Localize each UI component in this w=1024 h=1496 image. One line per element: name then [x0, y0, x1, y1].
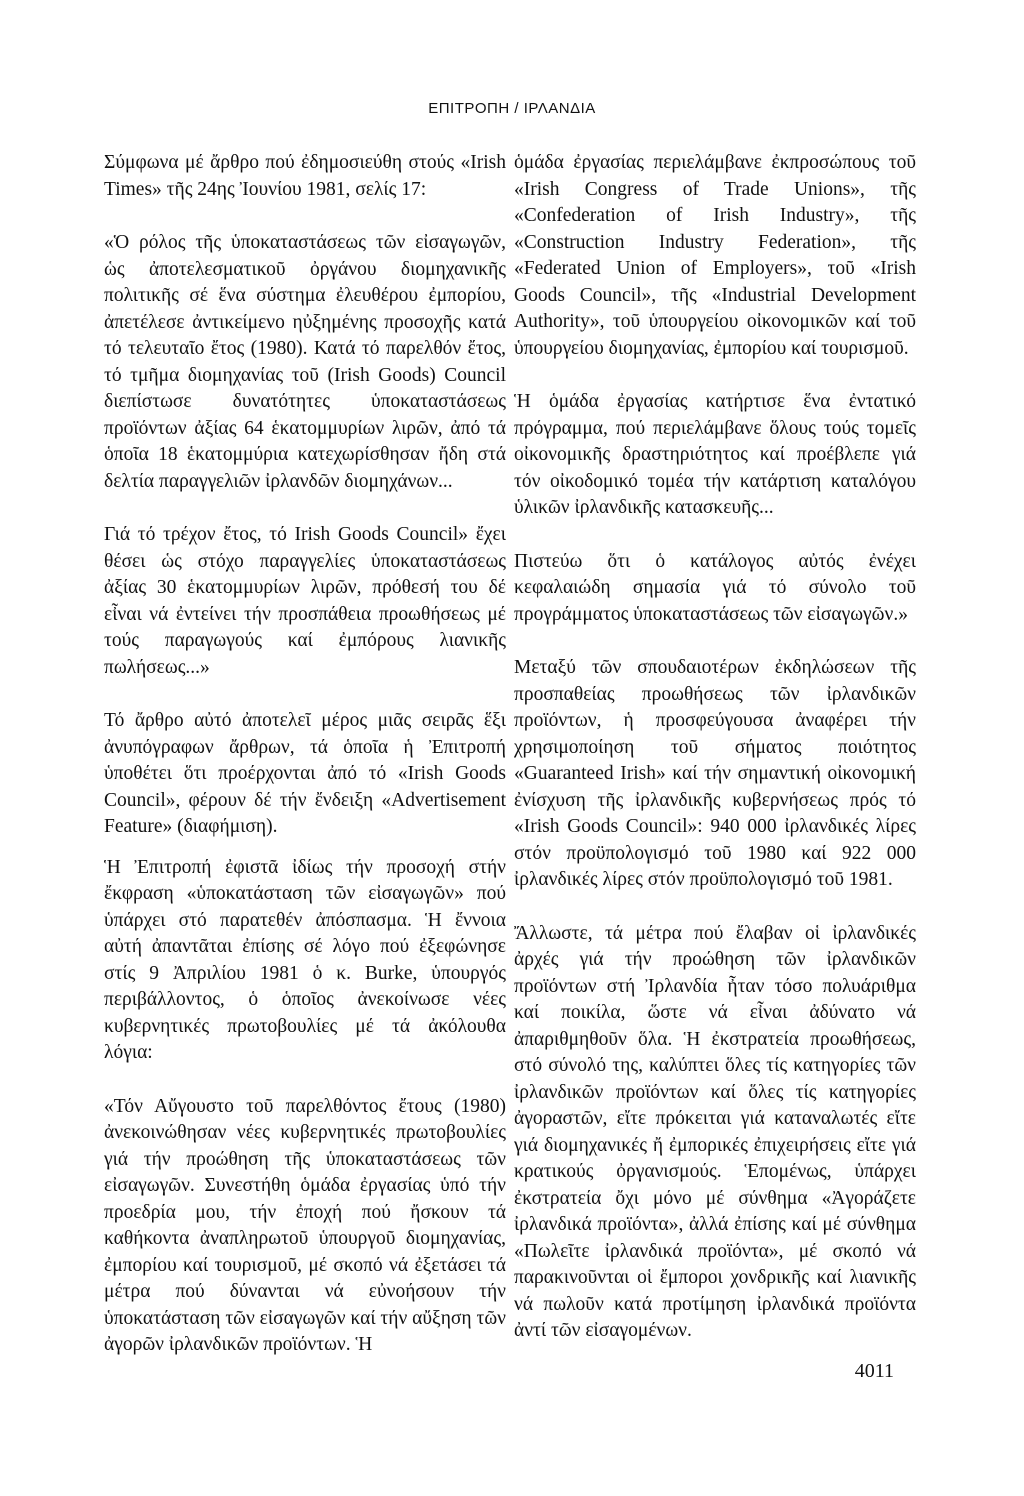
paragraph: Τό ἄρθρο αὐτό ἀποτελεῖ μέρος μιᾶς σειρᾶς ἕξι ἀνυπόγραφων ἄρθρων, τά ὁποῖα ἡ Ἐπιτροπή ὑποθέτει ὅτι προέρχονται ἀπό τό «Irish Goods Council», φέρουν δέ τήν ἔνδειξη «Advertisement Feature» (διαφήμιση). [104, 710, 506, 837]
page-number: 4011 [854, 1360, 894, 1382]
paragraph: «Ὁ ρόλος τῆς ὑποκαταστάσεως τῶν εἰσαγωγῶν, ὡς ἀποτελεσματικοῦ ὀργάνου διομηχανικῆς πολιτικῆς σέ ἕνα σύστημα ἐλευθέρου ἐμπορίου, ἀπετέλεσε ἀντικείμενο ηὐξημένης προσοχῆς κατά τό τελευταῖο ἔτος (1980). Κατά τό παρελθόν ἔτος, τό τμῆμα διομηχανίας τοῦ (Irish Goods) Council διεπίστωσε δυνατότητες ὑποκαταστάσεως προϊόντων ἀξίας 64 ἑκατομμυρίων λιρῶν, ἀπό τά ὁποῖα 18 ἑκατομμύρια κατεχωρίσθησαν ἤδη στά δελτία παραγγελιῶν ἰρλανδῶν διομηχάνων... [104, 232, 506, 492]
paragraph: Μεταξύ τῶν σπουδαιοτέρων ἐκδηλώσεων τῆς προσπαθείας προωθήσεως τῶν ἰρλανδικῶν προϊόντων, ἡ προσφεύγουσα ἀναφέρει τήν χρησιμοποίηση τοῦ σήματος ποιότητος «Guaranteed Irish» καί τήν σημαντική οἰκονομική ἐνίσχυση τῆς ἰρλανδικῆς κυβερνήσεως πρός τό «Irish Goods Council»: 940 000 ἰρλανδικές λίρες στόν προϋπολογισμό τοῦ 1980 καί 922 000 ἰρλανδικές λίρες στόν προϋπολογισμό τοῦ 1981. [514, 657, 916, 890]
paragraph: Σύμφωνα μέ ἄρθρο πού ἐδημοσιεύθη στούς «Irish Times» τῆς 24ης Ἰουνίου 1981, σελίς 17: [104, 152, 506, 200]
paragraph: Ἄλλωστε, τά μέτρα πού ἔλαβαν οἱ ἰρλανδικές ἀρχές γιά τήν προώθηση τῶν ἰρλανδικῶν προϊόντων στή Ἰρλανδία ἦταν τόσο πολυάριθμα καί ποικίλα, ὥστε νά εἶναι ἀδύνατο νά ἀπαριθμηθοῦν ὅλα. Ἡ ἐκστρατεία προωθήσεως, στό σύνολό της, καλύπτει ὅλες τίς κατηγορίες τῶν ἰρλανδικῶν προϊόντων καί ὅλες τίς κατηγορίες ἀγοραστῶν, εἴτε πρόκειται γιά καταναλωτές εἴτε γιά διομηχανικές ἤ ἐμπορικές ἐπιχειρήσεις εἴτε γιά κρατικούς ὀργανισμούς. Ἑπομένως, ὑπάρχει ἐκστρατεία ὄχι μόνο μέ σύνθημα «Ἀγοράζετε ἰρλανδικά προϊόντα», ἀλλά ἐπίσης καί μέ σύνθημα «Πωλεῖτε ἰρλανδικά προϊόντα», μέ σκοπό νά παρακινοῦνται οἱ ἔμποροι χονδρικῆς καί λιανικῆς νά πωλοῦν κατά προτίμηση ἰρλανδικά προϊόντα ἀντί τῶν εἰσαγομένων. [514, 922, 916, 1341]
paragraph: Ἡ ὁμάδα ἐργασίας κατήρτισε ἕνα ἐντατικό πρόγραμμα, πού περιελάμβανε ὅλους τούς τομεῖς οἰκονομικῆς δραστηριότητος καί προέβλεπε γιά τόν οἰκοδομικό τομέα τήν κατάρτιση καταλόγου ὑλικῶν ἰρλανδικῆς κατασκευῆς... [514, 391, 916, 518]
right-column [514, 150, 916, 1372]
paragraph: Πιστεύω ὅτι ὁ κατάλογος αὐτός ἐνέχει κεφαλαιώδη σημασία γιά τό σύνολο τοῦ προγράμματος ὑποκαταστάσεως τῶν εἰσαγωγῶν.» [514, 550, 916, 625]
paragraph: «Τόν Αὔγουστο τοῦ παρελθόντος ἔτους (1980) ἀνεκοινώθησαν νέες κυβερνητικές πρωτοβουλίες γιά τήν προώθηση τῆς ὑποκαταστάσεως τῶν εἰσαγωγῶν. Συνεστήθη ὁμάδα ἐργασίας ὑπό τήν προεδρία μου, τήν ἐποχή πού ἤσκουν τά καθήκοντα ἀναπληρωτοῦ ὑπουργοῦ διομηχανίας, ἐμπορίου καί τουρισμοῦ, μέ σκοπό νά ἐξετάσει τά μέτρα πού δύνανται νά εὐνοήσουν τήν ὑποκατάσταση τῶν εἰσαγωγῶν καί τήν αὔξηση τῶν ἀγορῶν ἰρλανδικῶν προϊόντων. Ἡ [104, 1095, 506, 1355]
running-header: ΕΠΙΤΡΟΠΗ / ΙΡΛΑΝΔΙΑ [428, 100, 596, 117]
left-column [104, 150, 506, 1386]
paragraph: ὁμάδα ἐργασίας περιελάμβανε ἐκπροσώπους τοῦ «Irish Congress of Trade Unions», τῆς «Confederation of Irish Industry», τῆς «Construction Industry Federation», τῆς «Federated Union of Employers», τοῦ «Irish Goods Council», τῆς «Industrial Development Authority», τοῦ ὑπουργείου οἰκονομικῶν καί τοῦ ὑπουργείου διομηχανίας, ἐμπορίου καί τουρισμοῦ. [514, 152, 916, 359]
paragraph: Ἡ Ἐπιτροπή ἐφιστᾶ ἰδίως τήν προσοχή στήν ἔκφραση «ὑποκατάσταση τῶν εἰσαγωγῶν» πού ὑπάρχει στό παρατεθέν ἀπόσπασμα. Ἡ ἔννοια αὐτή ἀπαντᾶται ἐπίσης σέ λόγο πού ἐξεφώνησε στίς 9 Ἀπριλίου 1981 ὁ κ. Burke, ὑπουργός περιβάλλοντος, ὁ ὁποῖος ἀνεκοίνωσε νέες κυβερνητικές πρωτοβουλίες μέ τά ἀκόλουθα λόγια: [104, 856, 506, 1063]
paragraph: Γιά τό τρέχον ἔτος, τό Irish Goods Council» ἔχει θέσει ὡς στόχο παραγγελίες ὑποκαταστάσεως ἀξίας 30 ἑκατομμυρίων λιρῶν, πρόθεσή του δέ εἶναι νά ἐντείνει τήν προσπάθεια προωθήσεως μέ τούς παραγωγούς καί ἐμπόρους λιανικῆς πωλήσεως...» [104, 524, 506, 678]
